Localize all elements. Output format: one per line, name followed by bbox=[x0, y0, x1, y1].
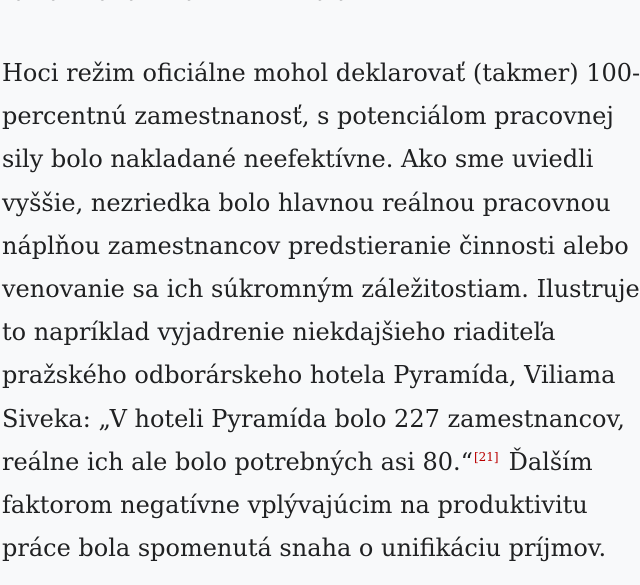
article-paragraph bbox=[2, 52, 640, 570]
paragraph-line-6: venovanie sa ich súkromným záležitostiam. Ilustruje bbox=[2, 275, 640, 304]
paragraph-line-2: percentnú zamestnanosť, s potenciálom pracovnej bbox=[2, 102, 614, 131]
reference-link-21[interactable]: [21] bbox=[473, 449, 499, 464]
paragraph-line-7: to napríklad vyjadrenie niekdajšieho riaditeľa bbox=[2, 318, 556, 347]
paragraph-line-5: náplňou zamestnancov predstieranie činnosti alebo bbox=[2, 231, 629, 260]
paragraph-line-12: práce bola spomenutá snaha o unifikáciu príjmov. bbox=[2, 534, 607, 563]
paragraph-line-11: faktorom negatívne vplývajúcim na produktivitu bbox=[2, 491, 588, 520]
paragraph-line-1: Hoci režim oficiálne mohol deklarovať (takmer) 100- bbox=[2, 59, 640, 87]
paragraph-line-10 bbox=[2, 441, 598, 484]
paragraph-line-9: Siveka: „V hoteli Pyramída bolo 227 zamestnancov, bbox=[2, 404, 625, 433]
paragraph-line-3: sily bolo nakladané neefektívne. Ako sme uviedli bbox=[2, 145, 594, 174]
cut-off-previous-line bbox=[2, 0, 352, 2]
paragraph-line-8: pražského odborárskeho hotela Pyramída, Viliama bbox=[2, 361, 616, 390]
paragraph-line-4: vyššie, nezriedka bolo hlavnou reálnou pracovnou bbox=[2, 188, 611, 217]
paragraph-line-10-text: reálne ich ale bolo potrebných asi 80.“ bbox=[2, 447, 473, 476]
paragraph-line-10-continuation: Ďalším bbox=[508, 447, 593, 476]
